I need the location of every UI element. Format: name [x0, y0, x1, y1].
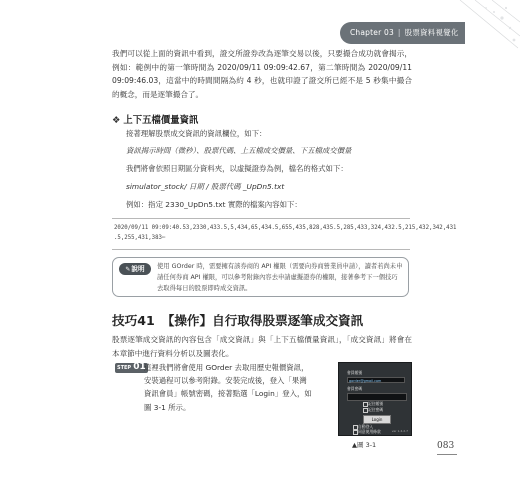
chapter-title: 股票資料視覺化: [404, 28, 459, 37]
agree-label: 同意使用條款: [358, 429, 381, 434]
tip-number: 技巧41: [112, 313, 155, 328]
figure-caption: ▲圖 3-1: [352, 441, 377, 449]
chapter-header-tab: Chapter 03 | 股票資料視覺化: [340, 22, 465, 44]
remember-label: 記住帳號: [368, 401, 384, 406]
section-heading-text: 上下五檔價量資訊: [123, 115, 199, 126]
pencil-icon: ✎: [125, 266, 131, 273]
page-number: 083: [437, 441, 455, 451]
file-content-sample: [112, 218, 457, 250]
auto-login-label: 自動登入: [358, 424, 374, 429]
code-line: 2020/09/11 09:09:40.53,2330,433.5,5,434,65,434.5,655,435,828,435.5,285,433,324,432.5,215,432,342,431: [114, 225, 457, 231]
tip-title-text: 【操作】自行取得股票逐筆成交資訊: [161, 313, 364, 328]
code-line: .5,255,431,383⋯: [114, 235, 166, 241]
folder-description: 我們將會依照日期區分資料夾，以虛擬證券為例，檔名的格式如下：: [126, 164, 348, 173]
chapter-number: Chapter 03: [350, 28, 394, 37]
section-heading: [112, 112, 198, 126]
account-field: gorder@gmail.com: [347, 377, 405, 383]
file-example-intro: 例如：指定 2330_UpDn5.txt 實際的檔案內容如下：: [126, 200, 302, 209]
remember-password-label: 記住密碼: [368, 407, 384, 412]
tip-paragraph: 股票逐筆成交資訊的內容包含「成交資訊」與「上下五檔價量資訊」，「成交資訊」將會在本章節中進行資料分析以及圖表化。: [112, 335, 412, 358]
login-button: Login: [363, 415, 391, 424]
file-path-format: simulator_stock/ 日期 / 股票代碼 _UpDn5.txt: [126, 182, 285, 191]
note-text: 使用 GOrder 時，需要擁有該券商的 API 權限（需要向券商營業員申請），讀者若尚未申請任何券商 API 權限，可以參考附錄內容去申請虛擬證券的權限，接著參考下一個技巧去取得每日的股票即時成交資訊。: [157, 263, 403, 292]
note-badge: [119, 263, 151, 275]
diamond-bullet-icon: ❖: [112, 115, 121, 126]
password-label: 會員密碼: [347, 386, 363, 391]
tip-heading: [112, 310, 363, 329]
account-label: 會員帳號: [347, 370, 363, 375]
step-number: 01: [133, 362, 146, 372]
note-badge-label: 說明: [131, 265, 145, 273]
fields-intro: 接著理解股票成交資訊的資訊欄位，如下：: [126, 129, 267, 138]
login-window-screenshot: [338, 362, 412, 436]
password-field: [347, 393, 407, 401]
intro-paragraph: 我們可以從上面的資訊中看到，證交所證券改為逐筆交易以後，只要撮合成功就會揭示，例如：範例中的第一筆時間為 2020/09/11 09:09:42.67，第二筆時間為 2020/09/11 09:09:46.03，這當中的時間間隔為約 4 秒，也就印證了證交所已經不是 5 秒集中撮合的概念，而是逐筆撮合了。: [112, 49, 412, 99]
step-text: 這裡我們將會使用 GOrder 去取用歷史報價資訊，安裝過程可以參考附錄。安裝完成後，登入「果灣資訊會員」帳號密碼，接著點選「Login」登入，如圖 3-1 所示。: [144, 363, 312, 412]
version-label: ver 1.4.2.7: [391, 429, 408, 433]
fields-list: 資訊揭示時間（微秒）、股票代碼、上五檔成交價量、下五檔成交價量: [126, 146, 352, 155]
page-number-underline: [437, 454, 457, 455]
note-box: [112, 257, 409, 297]
step-label: STEP: [117, 365, 132, 371]
step-badge: [115, 363, 148, 373]
